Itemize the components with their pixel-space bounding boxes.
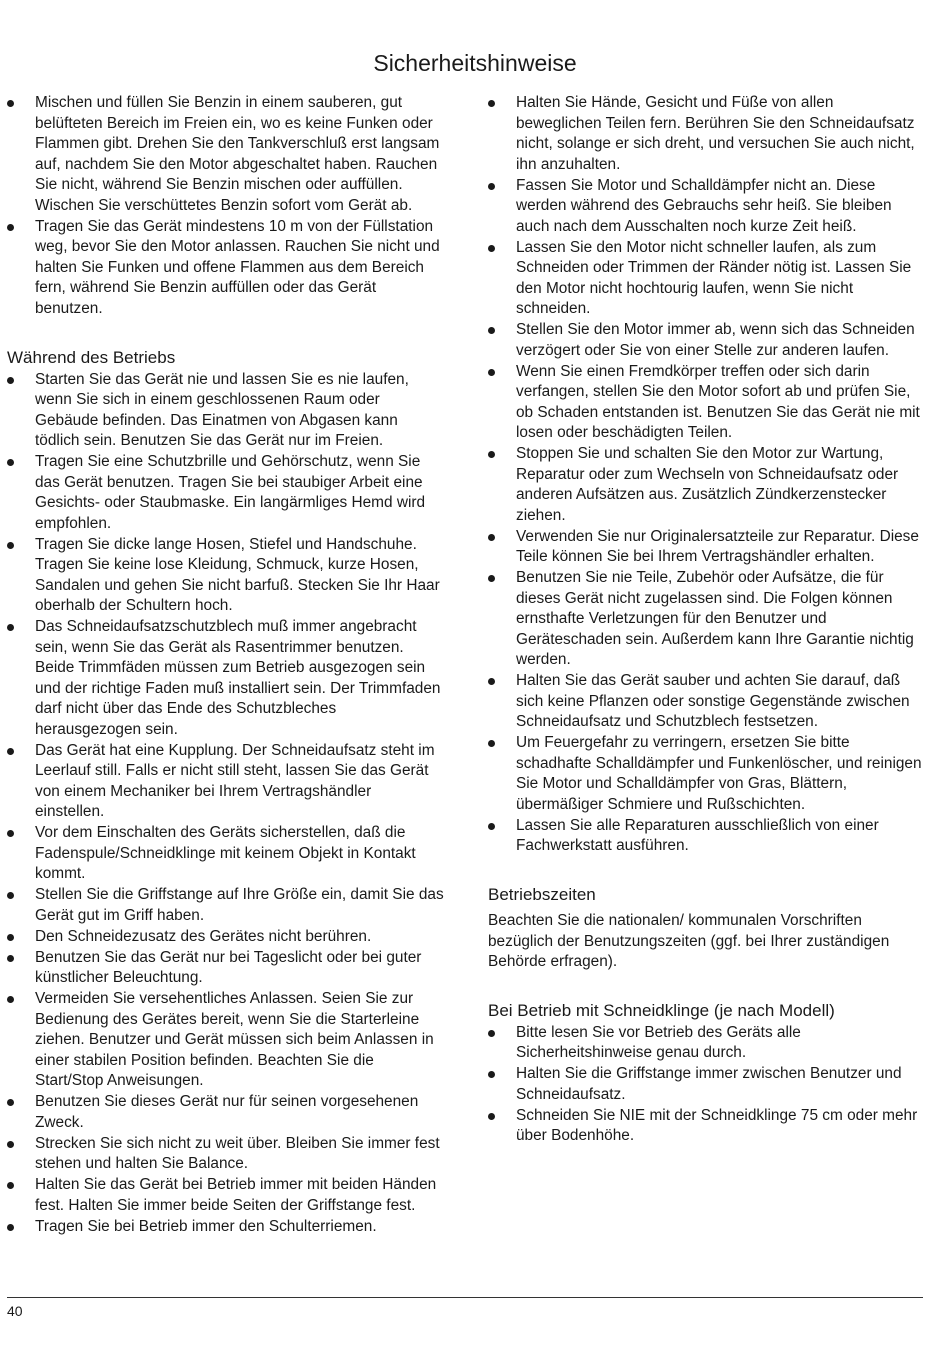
bullet-icon: [7, 1224, 14, 1231]
page-title: Sicherheitshinweise: [373, 50, 577, 76]
list-item-text: Tragen Sie das Gerät mindestens 10 m von der Füllstation weg, bevor Sie den Motor anlassen. Rauchen Sie nicht und halten Sie Funken und offene Flammen aus dem Bereich fern, während Sie Benzin auffüllen oder das Gerät benutzen.: [35, 217, 440, 317]
page-number: 40: [7, 1303, 23, 1319]
list-item-text: Tragen Sie eine Schutzbrille und Gehörschutz, wenn Sie das Gerät benutzen. Tragen Sie bei staubiger Arbeit eine Gesichts- oder Staubmaske. Ein langärmliges Hemd wird empfohlen.: [35, 453, 426, 532]
list-item: [488, 816, 923, 857]
list-item-text: Halten Sie die Griffstange immer zwischen Benutzer und Schneidaufsatz.: [516, 1065, 902, 1103]
list-item: [488, 238, 923, 320]
list-item: [7, 217, 444, 320]
list-item-text: Vermeiden Sie versehentliches Anlassen. Seien Sie zur Bedienung des Gerätes bereit, wenn Sie die Starterleine ziehen. Benutzer und Gerät müssen sich beim Anlassen in einer stabilen Position befinden. Beachten Sie die Start/Stop Anweisungen.: [35, 990, 434, 1089]
bullet-icon: [7, 1099, 14, 1106]
list-item-text: Um Feuergefahr zu verringern, ersetzen Sie bitte schadhafte Schalldämpfer und Funkenlöscher, und reinigen Sie Motor und Schalldämpfer von Gras, Blättern, übermäßiger Schmiere und Rußschichten.: [516, 734, 922, 813]
bullet-icon: [7, 100, 14, 107]
list-item-text: Halten Sie das Gerät bei Betrieb immer mit beiden Händen fest. Halten Sie immer beide Seiten der Griffstange fest.: [35, 1176, 437, 1214]
schneidklinge-list: [488, 1023, 923, 1147]
bullet-icon: [7, 459, 14, 466]
bullet-icon: [7, 224, 14, 231]
bullet-icon: [488, 823, 495, 830]
list-item: [488, 320, 923, 361]
list-item: [7, 452, 444, 534]
list-item: [488, 176, 923, 238]
bullet-icon: [488, 575, 495, 582]
list-item-text: Lassen Sie alle Reparaturen ausschließlich von einer Fachwerkstatt ausführen.: [516, 816, 879, 854]
list-item: [7, 885, 444, 926]
list-item: [7, 1134, 444, 1175]
list-item: [488, 93, 923, 175]
list-item-text: Benutzen Sie dieses Gerät nur für seinen vorgesehenen Zweck.: [35, 1093, 419, 1131]
intro-list: [7, 93, 444, 319]
list-item-text: Stellen Sie den Motor immer ab, wenn sich das Schneiden verzögert oder Sie von einer Stelle zur anderen laufen.: [516, 321, 915, 359]
list-item-text: Fassen Sie Motor und Schalldämpfer nicht an. Diese werden während des Gebrauchs sehr heiß. Sie bleiben auch nach dem Ausschalten noch kurze Zeit heiß.: [516, 176, 892, 235]
bullet-icon: [7, 934, 14, 941]
bullet-icon: [7, 1182, 14, 1189]
list-item: [7, 823, 444, 885]
list-item-text: Halten Sie das Gerät sauber und achten Sie darauf, daß sich keine Pflanzen oder sonstige Gegenstände zwischen Schneidaufsatz und Schutzblech festsetzen.: [516, 672, 910, 730]
list-item: [488, 527, 923, 568]
footer-divider: [7, 1297, 923, 1298]
list-item-text: Tragen Sie dicke lange Hosen, Stiefel und Handschuhe. Tragen Sie keine lose Kleidung, Schmuck, kurze Hosen, Sandalen und gehen Sie nicht barfuß. Stecken Sie Ihr Haar oberhalb der Schultern hoch.: [35, 535, 440, 614]
bullet-icon: [7, 955, 14, 962]
list-item-text: Tragen Sie bei Betrieb immer den Schulterriemen.: [35, 1217, 377, 1235]
list-item-text: Mischen und füllen Sie Benzin in einem sauberen, gut belüfteten Bereich im Freien ein, wo es keine Funken oder Flammen gibt. Drehen Sie den Tankverschluß erst langsam auf, nachdem Sie den Motor abgeschaltet haben. Rauchen Sie nicht, während Sie Benzin mischen oder auffüllen. Wischen Sie verschüttetes Benzin sofort vom Gerät ab.: [35, 94, 440, 214]
list-item: [7, 370, 444, 452]
bullet-icon: [7, 542, 14, 549]
list-item: [488, 671, 923, 733]
list-item: [488, 362, 923, 444]
section-heading-betriebszeiten: Betriebszeiten: [488, 885, 596, 904]
bullet-icon: [488, 1113, 495, 1120]
bullet-icon: [488, 678, 495, 685]
list-item: [488, 1023, 923, 1064]
list-item-text: Starten Sie das Gerät nie und lassen Sie es nie laufen, wenn Sie sich in einem geschlossenen Raum oder Gebäude befinden. Das Einatmen von Abgasen kann tödlich sein. Benutzen Sie das Gerät nur im Freien.: [35, 370, 409, 449]
list-item-text: Den Schneidezusatz des Gerätes nicht berühren.: [35, 927, 372, 945]
bullet-icon: [7, 377, 14, 384]
list-item-text: Benutzen Sie das Gerät nur bei Tageslicht oder bei guter künstlicher Beleuchtung.: [35, 948, 422, 986]
section-heading-schneidklinge: Bei Betrieb mit Schneidklinge (je nach Modell): [488, 1000, 835, 1020]
bullet-icon: [488, 327, 495, 334]
bullet-icon: [7, 748, 14, 755]
list-item-text: Das Gerät hat eine Kupplung. Der Schneidaufsatz steht im Leerlauf still. Falls er nicht still steht, lassen Sie das Gerät von einem Mechaniker bei Ihrem Vertragshändler einstellen.: [35, 741, 435, 820]
list-item: [488, 444, 923, 526]
bullet-icon: [488, 369, 495, 376]
list-item: [7, 1092, 444, 1133]
bullet-icon: [488, 1071, 495, 1078]
list-item: [488, 1064, 923, 1105]
list-item-text: Strecken Sie sich nicht zu weit über. Bleiben Sie immer fest stehen und halten Sie Balance.: [35, 1134, 440, 1172]
list-item: [7, 1217, 444, 1238]
list-item: [7, 948, 444, 989]
bullet-icon: [488, 534, 495, 541]
list-item-text: Schneiden Sie NIE mit der Schneidklinge 75 cm oder mehr über Bodenhöhe.: [516, 1106, 918, 1144]
bullet-icon: [7, 996, 14, 1003]
bullet-icon: [7, 892, 14, 899]
list-item-text: Bitte lesen Sie vor Betrieb des Geräts alle Sicherheitshinweise genau durch.: [516, 1023, 801, 1061]
safety-list: [488, 93, 923, 857]
list-item: [488, 733, 923, 815]
bullet-icon: [488, 1030, 495, 1037]
list-item-text: Stoppen Sie und schalten Sie den Motor zur Wartung, Reparatur oder zum Wechseln von Schneidaufsatz oder anderen Aufsätzen aus. Zusätzlich Zündkerzenstecker ziehen.: [516, 445, 899, 524]
bullet-icon: [7, 624, 14, 631]
list-item: [7, 535, 444, 617]
list-item-text: Vor dem Einschalten des Geräts sicherstellen, daß die Fadenspule/Schneidklinge mit keinem Objekt in Kontakt kommt.: [35, 824, 416, 882]
list-item-text: Lassen Sie den Motor nicht schneller laufen, als zum Schneiden oder Trimmen der Ränder nötig ist. Lassen Sie den Motor nicht hochtourig laufen, wenn Sie nicht schneiden.: [516, 238, 912, 317]
list-item: [7, 617, 444, 740]
bullet-icon: [488, 740, 495, 747]
list-item-text: Halten Sie Hände, Gesicht und Füße von allen beweglichen Teilen fern. Berühren Sie den Schneidaufsatz nicht, solange er sich dreht, und versuchen Sie auch nicht, ihn anzuhalten.: [516, 94, 915, 173]
list-item-text: Stellen Sie die Griffstange auf Ihre Größe ein, damit Sie das Gerät gut im Griff haben.: [35, 886, 444, 924]
right-column: [488, 93, 923, 1147]
list-item: [488, 1106, 923, 1147]
left-column: [7, 93, 444, 1238]
list-item: [7, 989, 444, 1092]
list-item-text: Das Schneidaufsatzschutzblech muß immer angebracht sein, wenn Sie das Gerät als Rasentrimmer benutzen. Beide Trimmfäden müssen zum Betrieb ausgezogen sein und der richtige Faden muß installiert sein. Der Trimmfaden darf nicht über das Ende des Schutzbleches herausgezogen sein.: [35, 618, 441, 738]
bullet-icon: [7, 830, 14, 837]
bullet-icon: [488, 451, 495, 458]
list-item: [7, 93, 444, 216]
list-item-text: Verwenden Sie nur Originalersatzteile zur Reparatur. Diese Teile können Sie bei Ihrem Vertragshändler erhalten.: [516, 527, 919, 565]
bullet-icon: [488, 100, 495, 107]
betriebszeiten-text: Beachten Sie die nationalen/ kommunalen Vorschriften bezüglich der Benutzungszeiten (ggf. bei Ihrer zuständigen Behörde erfragen).: [488, 912, 890, 970]
betrieb-list: [7, 370, 444, 1238]
list-item: [7, 927, 444, 948]
section-heading-betrieb: Während des Betriebs: [7, 347, 176, 367]
list-item: [7, 741, 444, 823]
list-item-text: Wenn Sie einen Fremdkörper treffen oder sich darin verfangen, stellen Sie den Motor sofort ab und prüfen Sie, ob Schaden entstanden ist. Benutzen Sie das Gerät nie mit losen oder beschädigten Teilen.: [516, 362, 920, 441]
list-item: [488, 568, 923, 671]
list-item: [7, 1175, 444, 1216]
bullet-icon: [488, 245, 495, 252]
list-item-text: Benutzen Sie nie Teile, Zubehör oder Aufsätze, die für dieses Gerät nicht zugelassen sind. Die Folgen können ernsthafte Verletzungen für den Benutzer und Geräteschaden sein. Außerdem kann Ihre Garantie nichtig werden.: [516, 569, 914, 668]
bullet-icon: [7, 1141, 14, 1148]
bullet-icon: [488, 183, 495, 190]
